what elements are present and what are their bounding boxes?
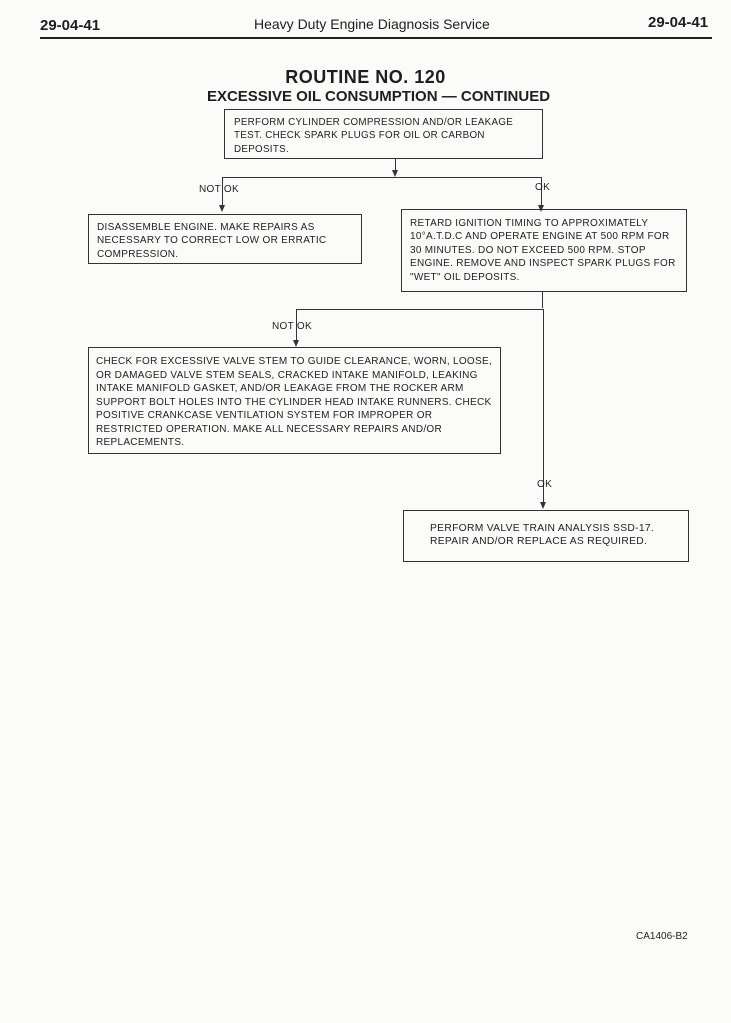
- figure-code: CA1406-B2: [636, 931, 688, 942]
- label-ok: OK: [537, 479, 553, 490]
- step-disassemble-engine: DISASSEMBLE ENGINE. MAKE REPAIRS AS NECESSARY TO CORRECT LOW OR ERRATIC COMPRESSION.: [88, 214, 362, 264]
- step-retard-timing: RETARD IGNITION TIMING TO APPROXIMATELY 10°A.T.D.C AND OPERATE ENGINE AT 500 RPM FOR 30 MINUTES. DO NOT EXCEED 500 RPM. STOP ENGINE. REMOVE AND INSPECT SPARK PLUGS FOR "WET" OIL DEPOSITS.: [401, 209, 687, 292]
- step-compression-test: PERFORM CYLINDER COMPRESSION AND/OR LEAKAGE TEST. CHECK SPARK PLUGS FOR OIL OR CARBON DEPOSITS.: [224, 109, 543, 159]
- label-not-ok: NOT OK: [272, 321, 312, 332]
- connector-line: [222, 177, 542, 178]
- step-valve-train-analysis: PERFORM VALVE TRAIN ANALYSIS SSD-17. REPAIR AND/OR REPLACE AS REQUIRED.: [403, 510, 689, 562]
- connector-line: [543, 309, 544, 505]
- header-rule: [40, 37, 712, 39]
- arrow-down-icon: [293, 340, 299, 347]
- label-ok: OK: [535, 182, 551, 193]
- arrow-down-icon: [392, 170, 398, 177]
- page-number-right: 29-04-41: [648, 14, 709, 31]
- label-not-ok: NOT OK: [199, 184, 239, 195]
- arrow-down-icon: [540, 502, 546, 509]
- arrow-down-icon: [219, 205, 225, 212]
- connector-line: [296, 309, 543, 310]
- page-number-left: 29-04-41: [40, 17, 101, 34]
- connector-line: [542, 292, 543, 308]
- running-header-title: Heavy Duty Engine Diagnosis Service: [254, 16, 490, 32]
- step-check-valve-stem: CHECK FOR EXCESSIVE VALVE STEM TO GUIDE CLEARANCE, WORN, LOOSE, OR DAMAGED VALVE STEM SEALS, CRACKED INTAKE MANIFOLD, LEAKING INTAKE MANIFOLD GASKET, AND/OR LEAKAGE FROM THE ROCKER ARM SUPPORT BOLT HOLES INTO THE CYLINDER HEAD INTAKE RUNNERS. CHECK POSITIVE CRANKCASE VENTILATION SYSTEM FOR IMPROPER OR RESTRICTED OPERATION. MAKE ALL NECESSARY REPAIRS AND/OR REPLACEMENTS.: [88, 347, 501, 454]
- routine-number: ROUTINE NO. 120: [285, 67, 446, 87]
- routine-subtitle: EXCESSIVE OIL CONSUMPTION — CONTINUED: [206, 88, 551, 105]
